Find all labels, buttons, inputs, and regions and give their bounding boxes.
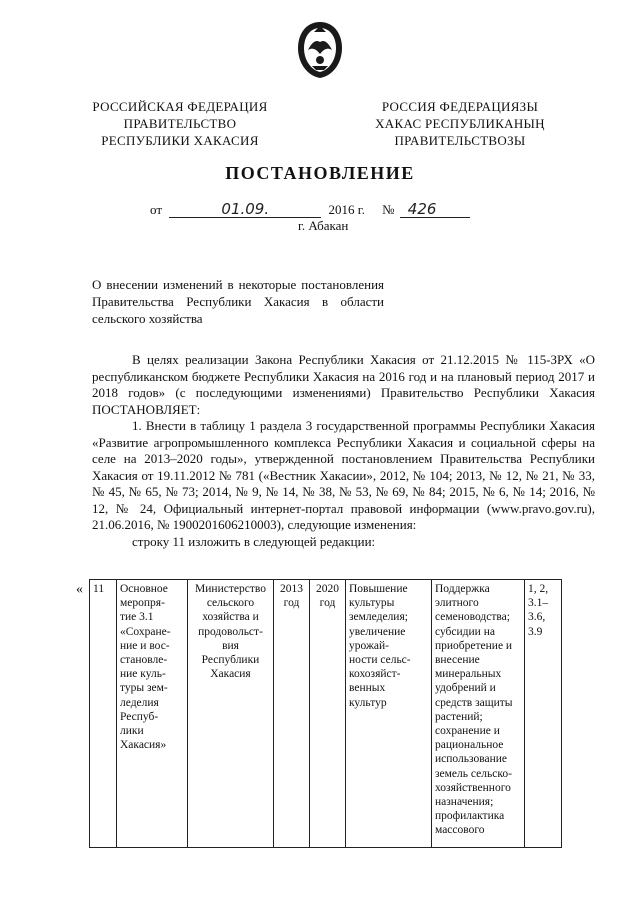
measure-line: меропря- <box>120 597 165 610</box>
body-paragraph: строку 11 изложить в следующей редакции: <box>132 533 376 549</box>
measure-line: Основное <box>120 583 168 595</box>
document-body <box>92 352 595 550</box>
coat-of-arms-emblem <box>294 20 346 80</box>
result-line: кохозяйст- <box>349 668 401 681</box>
end-year: 2020 год <box>316 583 339 610</box>
result-line: земледелия; <box>349 611 408 624</box>
date-field <box>169 202 321 218</box>
city-name: г. Абакан <box>298 218 349 233</box>
directions-line: массового <box>435 824 485 837</box>
directions-line: минеральных <box>435 668 502 681</box>
number-field <box>400 202 470 218</box>
directions-line: элитного <box>435 597 479 610</box>
directions-line: профилактика <box>435 810 505 823</box>
directions-line: средств защиты <box>435 696 513 709</box>
directions-line: использование <box>435 753 508 766</box>
measure-line: Респуб- <box>120 710 159 723</box>
directions-line: семеноводства; <box>435 611 510 624</box>
directions-line: удобрений и <box>435 682 496 695</box>
result-line: ности сельс- <box>349 654 411 667</box>
header-left-line: РЕСПУБЛИКИ ХАКАСИЯ <box>101 133 259 148</box>
measure-line: туры зем- <box>120 682 168 695</box>
measure-line: становле- <box>120 654 168 667</box>
result-line: культуры <box>349 597 395 610</box>
directions-line: приобретение и <box>435 639 513 652</box>
measure-line: леделия <box>120 696 159 709</box>
header-left-line: ПРАВИТЕЛЬСТВО <box>123 116 237 131</box>
measure-line: «Сохране- <box>120 625 171 638</box>
document-subject: О внесении изменений в некоторые постановления Правительства Республики Хакасия в области сельского хозяйства <box>92 277 384 326</box>
header-right-block <box>340 98 580 149</box>
document-title: ПОСТАНОВЛЕНИЕ <box>225 163 415 183</box>
cell-end-year <box>310 580 346 848</box>
links-line: 3.1– <box>528 597 549 610</box>
measure-line: лики <box>120 725 144 738</box>
cell-result <box>346 580 432 848</box>
row-number: 11 <box>93 583 105 595</box>
number-handwritten: 426 <box>407 200 437 218</box>
directions-line: Поддержка <box>435 583 490 595</box>
body-paragraph: В целях реализации Закона Республики Хакасия от 21.12.2015 № 115-ЗРХ «О республиканском бюджете Республики Хакасия на 2016 год и на плановый период 2017 и 2018 годов» (с последующими изменениями) Правительство Республики Хакасия ПОСТАНОВЛЯЕТ: <box>92 352 595 417</box>
directions-line: субсидии на <box>435 625 495 638</box>
header-right-line: ПРАВИТЕЛЬСТВОЗЫ <box>394 133 526 148</box>
measure-line: тие 3.1 <box>120 611 154 624</box>
executor-line: сельского <box>206 597 255 610</box>
date-year: 2016 г. <box>328 202 365 217</box>
directions-line: внесение <box>435 654 480 667</box>
result-line: увеличение <box>349 625 406 638</box>
measure-line: ние и вос- <box>120 639 170 652</box>
directions-line: сохранение и <box>435 725 500 738</box>
opening-quote-mark: « <box>76 582 83 597</box>
program-table <box>89 579 562 848</box>
links-line: 1, 2, <box>528 583 549 595</box>
result-line: культур <box>349 696 387 709</box>
executor-line: Хакасия <box>210 668 251 681</box>
measure-line: ние куль- <box>120 668 166 681</box>
date-handwritten: 01.09. <box>221 200 270 218</box>
result-line: венных <box>349 682 386 695</box>
executor-line: вия <box>222 639 239 652</box>
date-prefix: от <box>150 202 163 217</box>
header-left-block <box>60 98 300 149</box>
result-line: Повышение <box>349 583 408 595</box>
directions-line: хозяйственного <box>435 781 511 794</box>
executor-line: продовольст- <box>198 625 263 638</box>
cell-row-number <box>90 580 117 848</box>
executor-line: хозяйства и <box>202 611 259 624</box>
executor-line: Республики <box>201 654 260 667</box>
header-right-line: ХАКАС РЕСПУБЛИКАНЫҢ <box>375 116 545 131</box>
executor-line: Министерство <box>195 583 266 595</box>
date-line <box>150 202 470 218</box>
directions-line: земель сельско- <box>435 767 512 780</box>
cell-directions <box>432 580 525 848</box>
cell-links <box>525 580 562 848</box>
number-sign: № <box>382 202 395 217</box>
links-line: 3.9 <box>528 625 543 638</box>
cell-start-year <box>274 580 310 848</box>
cell-executor <box>188 580 274 848</box>
directions-line: растений; <box>435 710 483 723</box>
header-left-line: РОССИЙСКАЯ ФЕДЕРАЦИЯ <box>92 99 268 114</box>
links-line: 3.6, <box>528 611 546 624</box>
header-right-line: РОССИЯ ФЕДЕРАЦИЯЗЫ <box>381 99 539 114</box>
start-year: 2013 год <box>280 583 303 610</box>
result-line: урожай- <box>349 639 389 652</box>
measure-line: Хакасия» <box>120 739 167 752</box>
body-paragraph: 1. Внести в таблицу 1 раздела 3 государственной программы Республики Хакасия «Развитие агропромышленного комплекса Республики Хакасия и социальной сферы на селе на 2013–2020 годы», утвержденной постановлением Правительства Республики Хакасия от 19.11.2012 № 781 («Вестник Хакасии», 2012, № 104; 2013, № 12, № 21, № 33, № 45, № 65, № 73; 2014, № 9, № 14, № 38, № 53, № 69, № 84; 2015, № 6, № 14; 2016, № 12, № 24, Официальный интернет-портал правовой информации (www.pravo.gov.ru), 21.06.2016, № 1900201606210003), следующие изменения: <box>92 418 595 532</box>
cell-measure <box>117 580 188 848</box>
directions-line: рациональное <box>435 739 504 752</box>
table-row <box>90 580 562 848</box>
directions-line: назначения; <box>435 796 494 809</box>
